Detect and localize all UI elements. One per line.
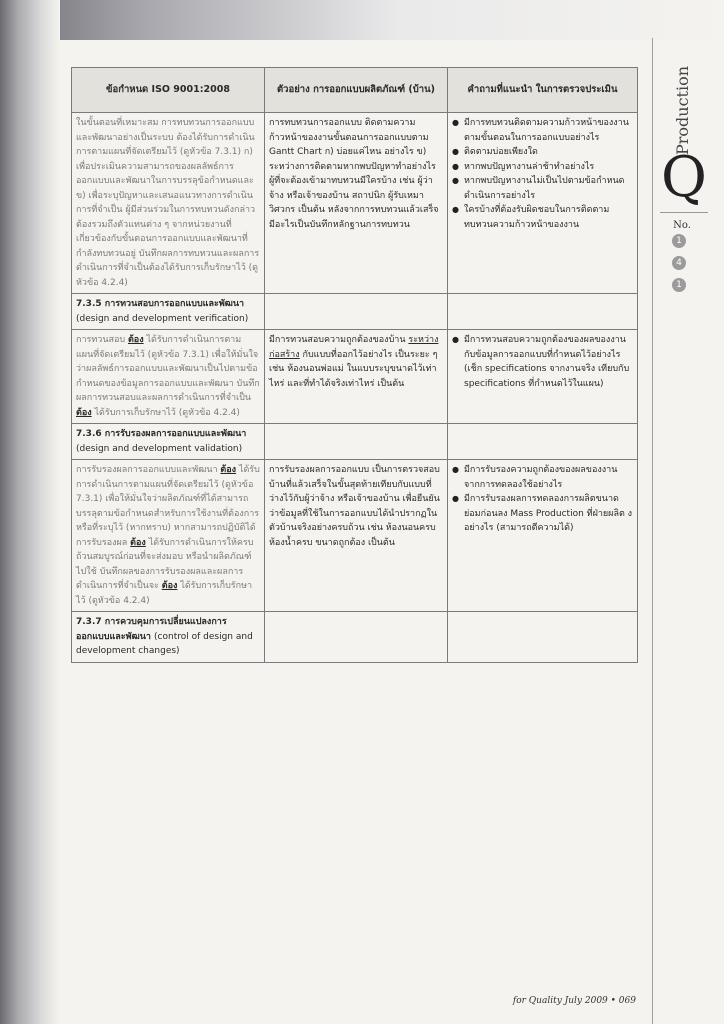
empty-cell (448, 294, 638, 330)
must-keyword: ต้อง (130, 537, 146, 548)
q-logo: Q (661, 145, 707, 210)
section-label-text: Production (673, 65, 693, 155)
empty-cell (265, 294, 448, 330)
table-row (72, 460, 638, 612)
page-footer: for Quality July 2009 • 069 (512, 996, 636, 1006)
sidebar-divider (652, 38, 653, 1024)
example-cell (265, 330, 448, 424)
question-list (452, 463, 633, 536)
iso-requirements-table (71, 67, 638, 663)
requirement-cell (72, 460, 265, 612)
issue-digit-badge: 1 (672, 234, 686, 248)
question-list (452, 116, 633, 232)
must-keyword: ต้อง (161, 581, 178, 591)
issue-digit-badge: 1 (672, 278, 686, 292)
list-item: ● ใครบ้างที่ต้องรับผิดชอบในการติดตามทบทวนความก้าวหน้าของงาน (452, 203, 633, 232)
header-example: ตัวอย่าง การออกแบบผลิตภัณฑ์ (บ้าน) (265, 68, 448, 113)
empty-cell (448, 424, 638, 460)
example-cell: การทบทวนการออกแบบ ติดตามความก้าวหน้าของงานขั้นตอนการออกแบบตาม Gantt Chart ก) บ่อยแค่ไหน อย่างไร ข) ระหว่างการติดตามหากพบปัญหาทำอย่างไร ผู้ที่จะต้องเข้ามาทบทวนมีใครบ้าง เช่น ผู้ว่าจ้าง หรือเจ้าของบ้าน สถาปนิก ผู้รับเหมาวิศวกร เป็นต้น หลังจากการทบทวนแล้วเสร็จ มีอะไรเป็นบันทึกหลักฐานการทบทวน (265, 113, 448, 294)
section-english: (control of design and development changes) (76, 631, 253, 656)
section-row-736 (72, 424, 638, 460)
text-span: มีการทวนสอบความถูกต้องของบ้าน (269, 335, 409, 345)
page-binding-shadow (0, 0, 60, 1024)
list-item: ● มีการทวนสอบความถูกต้องของผลของงานกับข้อมูลการออกแบบที่กำหนดไว้อย่างไร (เช็ก specifications จากงานจริง เทียบกับ specifications ที่กำหนดไว้ในแผน) (452, 333, 633, 391)
text-span: ได้รับการดำเนินการให้ครบถ้วนสมบูรณ์ก่อนที่จะส่งมอบ หรือนำผลิตภัณฑ์ไปใช้ บันทึกผลของการรับรองผลและผลการดำเนินการที่จำเป็นจะ (76, 537, 254, 591)
requirement-cell (72, 330, 265, 424)
table-row (72, 330, 638, 424)
text-span: ได้รับการเก็บรักษาไว้ (ดูหัวข้อ 4.2.4) (91, 407, 240, 418)
underlined-text: ระหว่างก่อสร้าง (269, 335, 439, 360)
issue-number-label: No. (673, 220, 691, 231)
must-keyword: ต้อง (220, 465, 237, 475)
text-span: ได้รับการดำเนินการตามแผนที่จัดเตรียมไว้ (ดูหัวข้อ 7.3.1) เพื่อให้มั่นใจว่าผลิตภัณฑ์ที่ได้สามารถบรรลุตามข้อกำหนดสำหรับการใช้งานที่ต้องการหรือที่ระบุไว้ (หากทราบ) หากสามารถปฏิบัติได้ การรับรองผล (76, 465, 260, 548)
section-english: (design and development validation) (76, 443, 243, 454)
text-span: ได้รับการเก็บรักษาไว้ (ดูหัวข้อ 4.2.4) (76, 581, 253, 606)
list-item: ● มีการรับรองผลการทดลองการผลิตขนาดย่อมก่อนลง Mass Production ที่ฝ่ายผลิต ง อย่างไร (สามารถตีความได้) (452, 492, 633, 536)
section-row-737 (72, 612, 638, 663)
text-span: การทวนสอบ (76, 335, 128, 345)
q-divider (660, 212, 708, 213)
list-item: ● มีการรับรองความถูกต้องของผลของงานจากการทดลองใช้อย่างไร (452, 463, 633, 492)
section-title: 7.3.7 การควบคุมการเปลี่ยนแปลงการออกแบบและพัฒนา (76, 617, 227, 642)
question-cell (448, 460, 638, 612)
issue-number-badges (672, 234, 690, 292)
list-item: ● หากพบปัญหางานไม่เป็นไปตามข้อกำหนด ดำเนินการอย่างไร (452, 174, 633, 203)
section-label (663, 65, 703, 155)
table-row (72, 113, 638, 294)
list-item: ● มีการทบทวนติดตามความก้าวหน้าของงานตามขั้นตอนในการออกแบบอย่างไร (452, 116, 633, 145)
empty-cell (265, 612, 448, 663)
question-cell (448, 113, 638, 294)
example-cell: การรับรองผลการออกแบบ เป็นการตรวจสอบบ้านที่แล้วเสร็จในขั้นสุดท้ายเทียบกับแบบที่ว่างไว้กับผู้ว่าจ้าง หรือเจ้าของบ้าน เพื่อยืนยันว่าข้อมูลที่ใช้ในการออกแบบได้นำปรากฏในตัวบ้านจริงอย่างครบถ้วน เช่น ห้องนอนครบ ห้องน้ำครบ ขนาดถูกต้อง เป็นต้น (265, 460, 448, 612)
section-heading-cell (72, 294, 265, 330)
empty-cell (265, 424, 448, 460)
issue-digit-badge: 4 (672, 256, 686, 270)
header-audit-question: คำถามที่แนะนำ ในการตรวจประเมิน (448, 68, 638, 113)
section-heading-cell (72, 612, 265, 663)
page-top-shadow (0, 0, 724, 40)
table-header-row (72, 68, 638, 113)
list-item: ● ติดตามบ่อยเพียงใด (452, 145, 633, 160)
header-requirement: ข้อกำหนด ISO 9001:2008 (72, 68, 265, 113)
section-title: 7.3.5 การทวนสอบการออกแบบและพัฒนา (76, 299, 245, 309)
must-keyword: ต้อง (76, 407, 92, 418)
list-item: ● หากพบปัญหางานล่าช้าทำอย่างไร (452, 160, 633, 175)
must-keyword: ต้อง (127, 335, 144, 345)
section-english: (design and development verification) (76, 313, 249, 324)
empty-cell (448, 612, 638, 663)
text-span: การรับรองผลการออกแบบและพัฒนา (76, 465, 221, 475)
section-heading-cell (72, 424, 265, 460)
section-title: 7.3.6 การรับรองผลการออกแบบและพัฒนา (76, 429, 247, 439)
text-span: ได้รับการดำเนินการตามแผนที่จัดเตรียมไว้ (ดูหัวข้อ 7.3.1) เพื่อให้มั่นใจว่าผลลัพธ์การออกแบบและพัฒนาเป็นไปตามข้อกำหนดของข้อมูลการออกแบบและพัฒนา บันทึกผลการทวนสอบและผลการดำเนินการที่จำเป็น (76, 335, 260, 403)
question-list (452, 333, 633, 391)
text-span: กับแบบที่ออกไว้อย่างไร เป็นระยะ ๆ เช่น ห้องนอนพ่อแม่ ในแบบระบุขนาดไว้เท่าไหร่ และที่ทำได้จริงเท่าไหร่ เป็นต้น (269, 349, 438, 389)
section-row-735 (72, 294, 638, 330)
requirement-cell: ในขั้นตอนที่เหมาะสม การทบทวนการออกแบบ และพัฒนาอย่างเป็นระบบ ต้องได้รับการดำเนินการตามแผนที่จัดเตรียมไว้ (ดูหัวข้อ 7.3.1) ก) เพื่อประเมินความสามารถของผลลัพธ์การออกแบบและพัฒนาในการบรรลุข้อกำหนดและ ข) เพื่อระบุปัญหาและเสนอแนวทางการดำเนินการที่จำเป็น ผู้มีส่วนร่วมในการทบทวนดังกล่าวต้องรวมถึงตัวแทนต่าง ๆ จากหน่วยงานที่เกี่ยวข้องกับขั้นตอนการออกแบบและพัฒนาที่กำลังทบทวนอยู่ บันทึกผลการทบทวนและผลการดำเนินการที่จำเป็นต้องได้รับการเก็บรักษาไว้ (ดูหัวข้อ 4.2.4) (72, 113, 265, 294)
question-cell (448, 330, 638, 424)
